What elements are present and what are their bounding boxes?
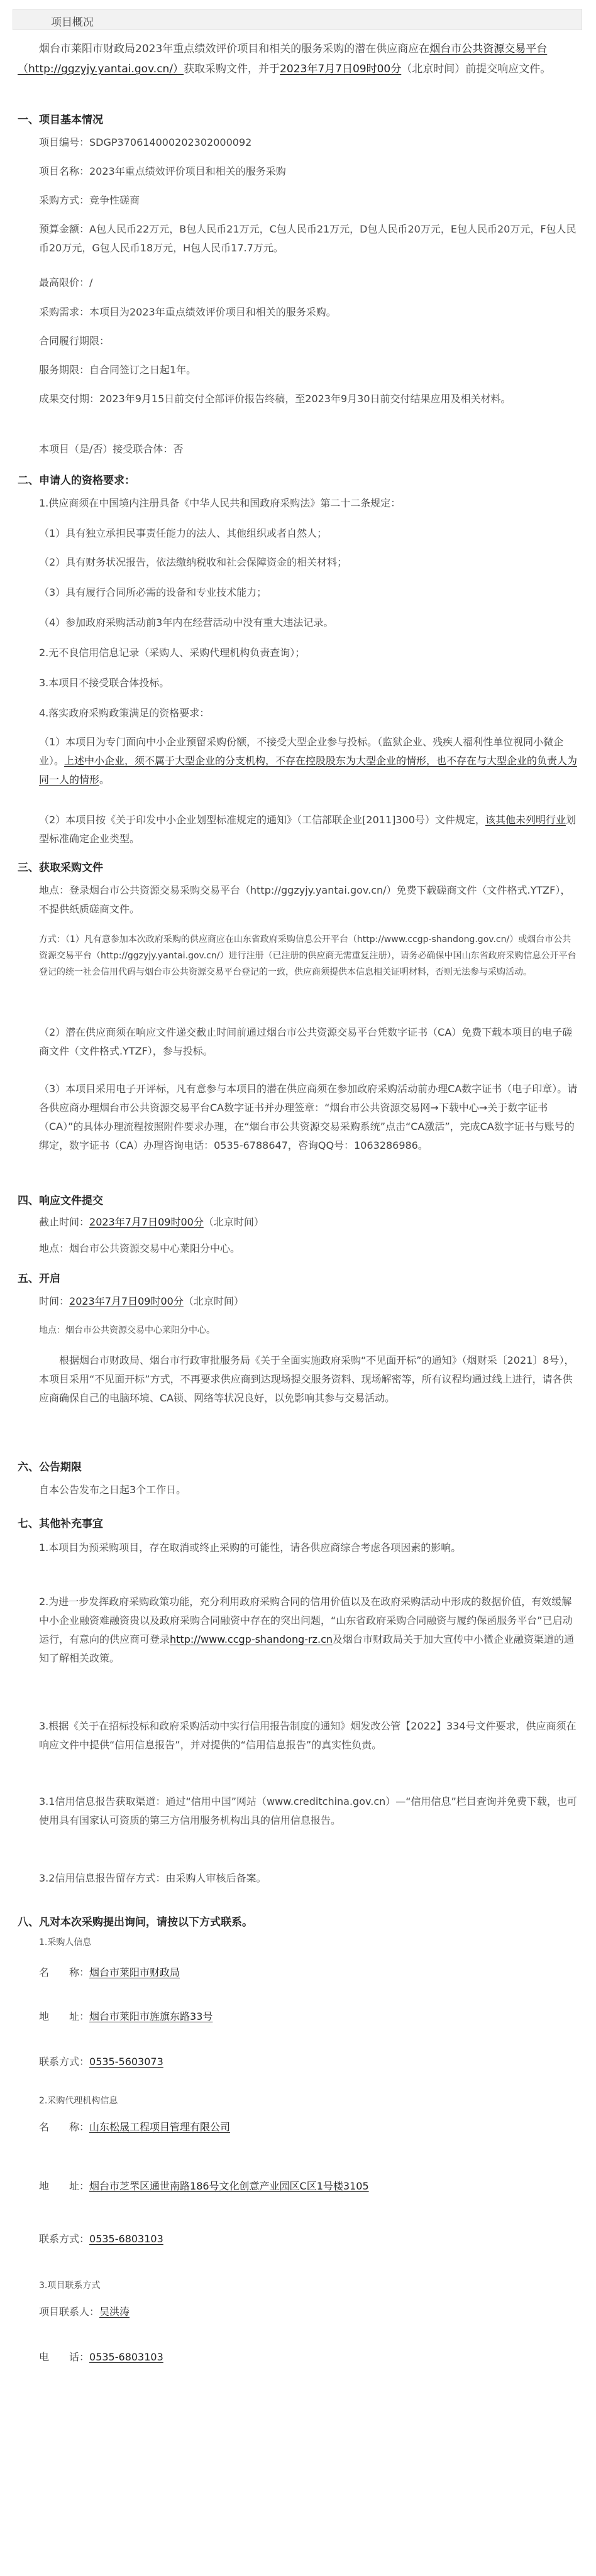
project-number: 项目编号：SDGP370614000202302000092 bbox=[39, 136, 252, 148]
section-2-title: 二、申请人的资格要求： bbox=[18, 474, 135, 487]
purchaser-name-label: 名 称： bbox=[39, 1966, 90, 1978]
notice-period: 自本公告发布之日起3个工作日。 bbox=[39, 1484, 187, 1496]
contact-title: 3.项目联系方式 bbox=[39, 2281, 101, 2291]
contact-name-label: 项目联系人： bbox=[39, 2306, 100, 2318]
agency-name-label: 名 称： bbox=[39, 2121, 90, 2133]
section-1-title: 一、项目基本情况 bbox=[18, 114, 103, 126]
opening-time-tz: （北京时间） bbox=[183, 1295, 244, 1307]
purchaser-name-row bbox=[39, 1965, 578, 1979]
purchaser-phone-row bbox=[39, 2054, 578, 2068]
note-2 bbox=[39, 1592, 578, 1668]
contact-name: 吴洪涛 bbox=[99, 2306, 130, 2318]
req-1: 1.供应商须在中国境内注册具备《中华人民共和国政府采购法》第二十二条规定： bbox=[39, 497, 401, 509]
req-4: 4.落实政府采购政策满足的资格要求： bbox=[39, 707, 210, 719]
req-4a-text: （1）本项目为专门面向中小企业预留采购份额，不接受大型企业参与投标。（监狱企业、残疾人福利性单位视同小微企业）。 bbox=[39, 736, 564, 767]
note-3-2: 3.2信用信息报告留存方式：由采购人审核后备案。 bbox=[39, 1872, 267, 1884]
section-8-title: 八、凡对本次采购提出询问，请按以下方式联系。 bbox=[18, 1916, 253, 1929]
submit-location: 地点：烟台市公共资源交易中心莱阳分中心。 bbox=[39, 1242, 241, 1254]
section-3-title: 三、获取采购文件 bbox=[18, 862, 103, 874]
section-4-title: 四、响应文件提交 bbox=[18, 1195, 103, 1207]
req-4b bbox=[39, 811, 578, 848]
contract-period: 合同履行期限： bbox=[39, 335, 110, 347]
note-2-end: 及烟台市财政局关于加大宣传中小微企业融资渠道的通知了解相关政策。 bbox=[39, 1633, 575, 1664]
overview-title: 项目概况 bbox=[51, 16, 94, 29]
purchaser-phone: 0535-5603073 bbox=[89, 2056, 163, 2068]
section-5-title: 五、开启 bbox=[18, 1273, 60, 1285]
opening-time-label: 时间： bbox=[39, 1295, 70, 1307]
req-4b-text: （2）本项目按《关于印发中小企业划型标准规定的通知》（工信部联企业[2011]300号）文件规定， bbox=[39, 814, 485, 826]
agency-phone: 0535-6803103 bbox=[89, 2233, 163, 2245]
req-4a bbox=[39, 733, 578, 789]
agency-phone-label: 联系方式： bbox=[39, 2233, 90, 2245]
req-4a-end: 。 bbox=[99, 774, 110, 786]
purchaser-phone-label: 联系方式： bbox=[39, 2056, 90, 2068]
agency-title: 2.采购代理机构信息 bbox=[39, 2096, 118, 2106]
procurement-method: 采购方式：竞争性磋商 bbox=[39, 194, 140, 206]
req-4b-end: 划型标准确定企业类型。 bbox=[39, 814, 576, 845]
overview-text bbox=[18, 39, 577, 79]
agency-address-label: 地 址： bbox=[39, 2180, 90, 2192]
agency-name: 山东松晟工程项目管理有限公司 bbox=[89, 2121, 231, 2133]
section-6-title: 六、公告期限 bbox=[18, 1461, 82, 1474]
opening-time-value: 2023年7月7日09时00分 bbox=[69, 1295, 184, 1307]
overview-mid: 获取采购文件，并于 bbox=[184, 63, 280, 75]
submit-deadline-label: 截止时间： bbox=[39, 1216, 90, 1228]
purchaser-name: 烟台市莱阳市财政局 bbox=[89, 1966, 180, 1978]
purchaser-title: 1.采购人信息 bbox=[39, 1937, 92, 1948]
req-3: 3.本项目不接受联合体投标。 bbox=[39, 677, 170, 689]
contact-phone: 0535-6803103 bbox=[89, 2351, 163, 2363]
financing-link[interactable]: http://www.ccgp-shandong-rz.cn bbox=[170, 1633, 333, 1645]
overview-deadline: 2023年7月7日09时00分 bbox=[280, 63, 402, 75]
overview-intro: 烟台市莱阳市财政局2023年重点绩效评价项目和相关的服务采购的潜在供应商应在 bbox=[39, 43, 430, 55]
note-3: 3.根据《关于在招标投标和政府采购活动中实行信用报告制度的通知》烟发改公管【2022】334号文件要求，供应商须在响应文件中提供“信用信息报告”，并对提供的“信用信息报告”的真实性负责。 bbox=[39, 1720, 577, 1751]
note-2-text: 2.为进一步发挥政府采购政策功能，充分利用政府采购合同的信用价值以及在政府采购活动中形成的数据价值，有效缓解中小企业融资难融资贵以及政府采购合同融资中存在的突出问题，“山东省政府采购合同融资与履约保函服务平台”已启动运行，有意向的供应商可登录 bbox=[39, 1596, 573, 1645]
purchaser-address-label: 地 址： bbox=[39, 2010, 90, 2022]
max-price: 最高限价：/ bbox=[39, 277, 93, 288]
obtain-location: 地点：登录烟台市公共资源交易采购交易平台（http://ggzyjy.yantai.gov.cn/）免费下载磋商文件（文件格式.YTZF），不提供纸质磋商文件。 bbox=[39, 884, 571, 915]
contact-phone-row bbox=[39, 2349, 578, 2364]
agency-name-row bbox=[39, 2119, 578, 2134]
purchaser-address-row bbox=[39, 2009, 578, 2023]
procurement-demand: 采购需求：本项目为2023年重点绩效评价项目和相关的服务采购。 bbox=[39, 306, 336, 318]
purchaser-address: 烟台市莱阳市旌旗东路33号 bbox=[89, 2010, 213, 2022]
overview-end: （北京时间）前提交响应文件。 bbox=[401, 63, 551, 75]
agency-address-row bbox=[39, 2178, 578, 2193]
submit-deadline bbox=[39, 1213, 578, 1232]
req-4a-underline: 上述中小企业，须不属于大型企业的分支机构，不存在控股股东为大型企业的情形，也不存在与大型企业的负责人为同一人的情形 bbox=[39, 755, 578, 786]
req-1c: （3）具有履行合同所必需的设备和专业技术能力； bbox=[39, 586, 267, 598]
note-1: 1.本项目为预采购项目，存在取消或终止采购的可能性，请各供应商综合考虑各项因素的影响。 bbox=[39, 1542, 461, 1554]
req-1d: （4）参加政府采购活动前3年内在经营活动中没有重大违法记录。 bbox=[39, 617, 334, 628]
agency-phone-row bbox=[39, 2231, 578, 2245]
req-4b-underline: 该其他未列明行业 bbox=[485, 814, 566, 826]
result-delivery: 成果交付期：2023年9月15日前交付全部评价报告终稿，至2023年9月30日前交付结果应用及相关材料。 bbox=[39, 393, 511, 405]
service-period: 服务期限：自合同签订之日起1年。 bbox=[39, 364, 197, 376]
platform-link[interactable]: 烟台市公共资源交易平台（http://ggzyjy.yantai.gov.cn/） bbox=[18, 43, 548, 75]
req-2: 2.无不良信用信息记录（采购人、采购代理机构负责查询）； bbox=[39, 647, 306, 659]
opening-location: 地点：烟台市公共资源交易中心莱阳分中心。 bbox=[39, 1325, 215, 1335]
submit-deadline-time: 2023年7月7日09时00分 bbox=[89, 1216, 204, 1228]
opening-note: 根据烟台市财政局、烟台市行政审批服务局《关于全面实施政府采购“不见面开标”的通知》（烟财采〔2021〕8号），本项目采用“不见面开标”方式，不再要求供应商到达现场提交服务资料、现场解密等，所有议程均通过线上进行，请各供应商确保自己的电脑环境、CA锁、网络等状况良好，以免影响其参与交易活动。 bbox=[39, 1354, 575, 1404]
overview-header bbox=[13, 9, 582, 30]
consortium: 本项目（是/否）接受联合体：否 bbox=[39, 443, 184, 455]
req-1a: （1）具有独立承担民事责任能力的法人、其他组织或者自然人； bbox=[39, 527, 328, 539]
project-name: 项目名称：2023年重点绩效评价项目和相关的服务采购 bbox=[39, 165, 286, 177]
submit-deadline-tz: （北京时间） bbox=[203, 1216, 264, 1228]
contact-name-row bbox=[39, 2304, 578, 2318]
note-3-1: 3.1信用信息报告获取渠道：通过“信用中国”网站（www.creditchina.gov.cn）—“信用信息”栏目查询并免费下载，也可使用具有国家认可资质的第三方信用服务机构出具的信用信息报告。 bbox=[39, 1795, 577, 1826]
obtain-method: 方式：（1）凡有意参加本次政府采购的供应商应在山东省政府采购信息公开平台（http://www.ccgp-shandong.gov.cn/）或烟台市公共资源交易平台（http://ggzyjy.yantai.gov.cn/）进行注册（已注册的供应商无需重复注册），请务必确保中国山东省政府采购信息公开平台登记的统一社会信用代码与烟台市公共资源交易平台登记的一致，供应商须提供本信息相关证明材料，否则无法参与采购活动。 bbox=[39, 934, 577, 977]
contact-phone-label: 电 话： bbox=[39, 2351, 90, 2363]
section-7-title: 七、其他补充事宜 bbox=[18, 1518, 103, 1530]
obtain-ca: （3）本项目采用电子开评标，凡有意参与本项目的潜在供应商须在参加政府采购活动前办理CA数字证书（电子印章）。请各供应商办理烟台市公共资源交易平台CA数字证书并办理签章：“烟台市公共资源交易网→下载中心→关于数字证书（CA）”的具体办理流程按照附件要求办理，在“烟台市公共资源交易采购系统”点击“CA激活”，完成CA数字证书与账号的绑定，数字证书（CA）办理咨询电话：0535-6788647，咨询QQ号：1063286986。 bbox=[39, 1083, 578, 1151]
opening-time bbox=[39, 1292, 578, 1311]
agency-address: 烟台市芝罘区通世南路186号文化创意产业园区C区1号楼3105 bbox=[89, 2180, 369, 2192]
req-1b: （2）具有财务状况报告，依法缴纳税收和社会保障资金的相关材料； bbox=[39, 556, 348, 568]
obtain-download: （2）潜在供应商须在响应文件递交截止时间前通过烟台市公共资源交易平台凭数字证书（CA）免费下载本项目的电子磋商文件（文件格式.YTZF），参与投标。 bbox=[39, 1026, 573, 1057]
budget-amount: 预算金额：A包人民币22万元，B包人民币21万元，C包人民币21万元，D包人民币20万元，E包人民币20万元，F包人民币20万元，G包人民币18万元，H包人民币17.7万元。 bbox=[39, 223, 577, 254]
